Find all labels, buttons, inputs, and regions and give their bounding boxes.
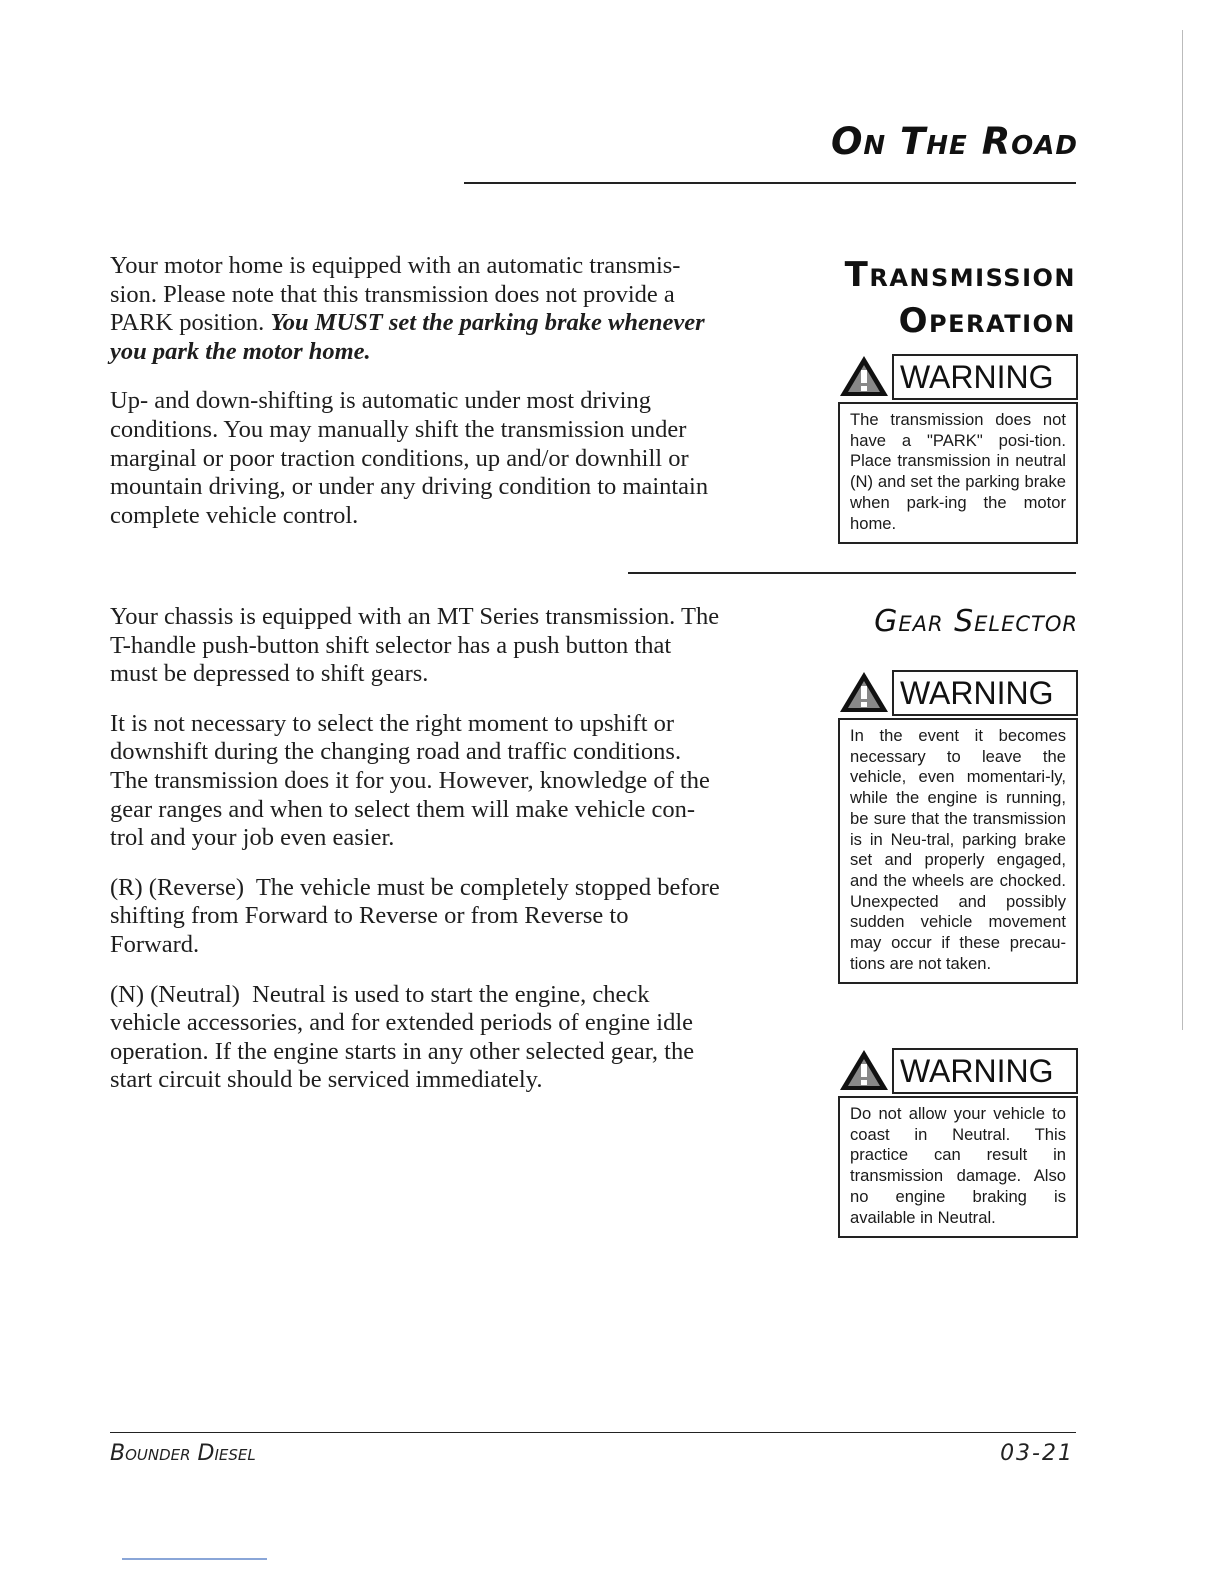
warning-label: WARNING xyxy=(892,1048,1078,1094)
section-title-gear-selector: Gear Selector xyxy=(874,604,1078,639)
paragraph: Up- and down-shifting is automatic under most driving conditions. You may manually shift the transmission under marginal or poor traction conditions, up and/or downhill or mountain driving, or under any driving condition to maintain complete vehicle control. xyxy=(110,387,709,529)
section-divider xyxy=(628,572,1076,574)
chapter-title: On The Road xyxy=(830,120,1078,163)
warning-box-leave-vehicle xyxy=(838,670,1078,984)
warning-triangle-icon xyxy=(838,670,890,714)
paragraph: It is not necessary to select the right moment to upshift or downshift during the changing road and traffic conditions. The transmission does it for you. However, knowledge of the gear ranges and when to select them will make vehicle con-trol and your job even easier. xyxy=(110,709,710,852)
warning-text: Do not allow your vehicle to coast in Neutral. This practice can result in transmission damage. Also no engine braking is available in Neutral. xyxy=(838,1096,1078,1238)
scan-edge-line xyxy=(1182,30,1183,1030)
gear-selector-text xyxy=(110,603,726,1116)
warning-label: WARNING xyxy=(892,354,1078,400)
warning-triangle-icon xyxy=(838,354,890,398)
scan-blue-line xyxy=(122,1558,267,1560)
warning-box-park xyxy=(838,354,1078,544)
footer-rule xyxy=(110,1432,1076,1433)
paragraph-text: Your motor home is equipped with an automatic transmis-sion. Please note that this transmission does not provide a PARK position. xyxy=(110,252,681,337)
warning-header xyxy=(838,1048,1078,1098)
warning-header xyxy=(838,670,1078,720)
section-title-transmission-operation xyxy=(716,252,1076,344)
section-title-line: Transmission xyxy=(844,255,1076,295)
warning-label: WARNING xyxy=(892,670,1078,716)
section-title-line: Operation xyxy=(898,301,1076,341)
warning-text: In the event it becomes necessary to leave the vehicle, even momentari-ly, while the engine is running, be sure that the transmission is in Neu-tral, parking brake set and properly engaged, and the wheels are chocked. Unexpected and possibly sudden vehicle movement may occur if these precau-tions are not taken. xyxy=(838,718,1078,984)
paragraph: (R) (Reverse) The vehicle must be completely stopped before shifting from Forward to Reverse or from Reverse to Forward. xyxy=(110,873,726,958)
paragraph: Your chassis is equipped with an MT Series transmission. The T-handle push-button shift selector has a push button that must be depressed to shift gears. xyxy=(110,603,720,688)
warning-text: The transmission does not have a "PARK" posi-tion. Place transmission in neutral (N) and set the parking brake when park-ing the motor home. xyxy=(838,402,1078,544)
footer-manual-name: Bounder Diesel xyxy=(110,1441,256,1466)
warning-header xyxy=(838,354,1078,404)
transmission-text xyxy=(110,252,722,551)
warning-triangle-icon xyxy=(838,1048,890,1092)
warning-box-coast-neutral xyxy=(838,1048,1078,1238)
paragraph xyxy=(110,252,722,366)
parking-brake-emphasis: You MUST set the parking brake whenever you park the motor home. xyxy=(110,309,705,365)
paragraph: (N) (Neutral) Neutral is used to start the engine, check vehicle accessories, and for extended periods of engine idle operation. If the engine starts in any other selected gear, the start circuit should be serviced immediately. xyxy=(110,980,701,1094)
header-rule xyxy=(464,182,1076,184)
page-number: 03-21 xyxy=(1000,1441,1074,1466)
